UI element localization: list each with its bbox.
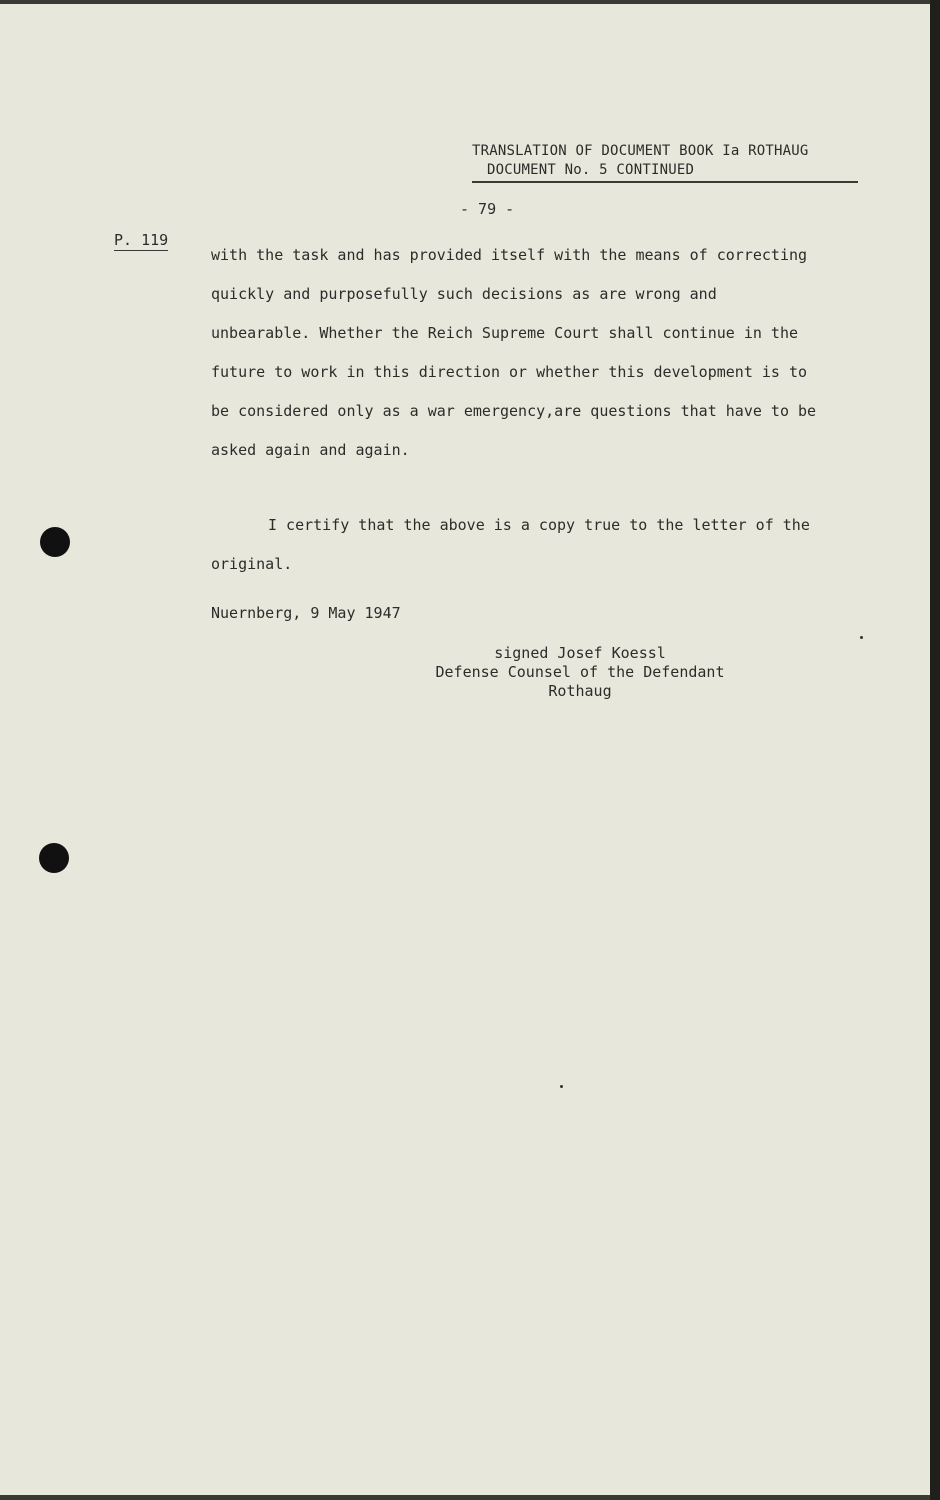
signature-title: Defense Counsel of the Defendant bbox=[435, 663, 725, 681]
signature-name: signed Josef Koessl bbox=[494, 644, 666, 662]
certification-line: original. bbox=[211, 555, 293, 573]
paper-speck bbox=[560, 1085, 563, 1088]
page-number: - 79 - bbox=[460, 200, 515, 218]
header-subtitle: DOCUMENT No. 5 CONTINUED bbox=[487, 162, 695, 178]
header-underline bbox=[472, 181, 858, 183]
margin-page-reference: P. 119 bbox=[114, 231, 169, 249]
punch-hole-lower bbox=[39, 843, 69, 873]
body-line: unbearable. Whether the Reich Supreme Court shall continue in the bbox=[211, 324, 798, 342]
certification-paragraph bbox=[211, 506, 861, 584]
document-header bbox=[472, 142, 858, 183]
body-paragraph bbox=[211, 236, 861, 470]
paper-speck bbox=[860, 636, 863, 639]
body-line: quickly and purposefully such decisions as are wrong and bbox=[211, 285, 717, 303]
page-bottom-edge bbox=[0, 1495, 930, 1500]
body-line: be considered only as a war emergency,are questions that have to be bbox=[211, 402, 817, 420]
body-line: future to work in this direction or whether this development is to bbox=[211, 363, 808, 381]
body-line: with the task and has provided itself with the means of correcting bbox=[211, 246, 808, 264]
header-title: TRANSLATION OF DOCUMENT BOOK Ia ROTHAUG bbox=[472, 143, 809, 159]
signature-block bbox=[420, 644, 740, 701]
place-and-date: Nuernberg, 9 May 1947 bbox=[211, 604, 401, 622]
body-line: asked again and again. bbox=[211, 441, 410, 459]
certification-line: I certify that the above is a copy true to the letter of the bbox=[268, 516, 810, 534]
page-top-edge bbox=[0, 0, 930, 4]
punch-hole-upper bbox=[40, 527, 70, 557]
signature-defendant: Rothaug bbox=[548, 682, 612, 700]
